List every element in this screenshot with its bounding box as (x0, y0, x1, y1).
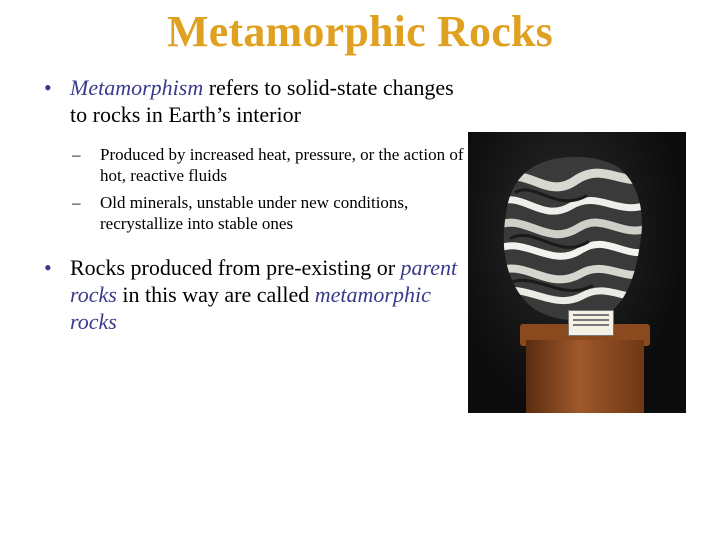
rock-specimen-photo (468, 132, 686, 413)
bullet-rocks-produced (44, 254, 464, 335)
term-metamorphic-rocks: metamorphic rocks (70, 282, 431, 334)
bullet-text: in this way are called (116, 282, 315, 307)
specimen-plaque (568, 310, 614, 336)
wooden-pedestal (526, 340, 644, 413)
term-parent-rocks: parent rocks (70, 255, 458, 307)
dash-symbol: – (72, 193, 81, 212)
banded-rock-specimen (496, 152, 646, 322)
dash-symbol: – (72, 145, 81, 164)
slide-title: Metamorphic Rocks (167, 7, 553, 56)
sub-bullet-text: Produced by increased heat, pressure, or the action of hot, reactive fluids (100, 145, 464, 185)
bullet-symbol: • (44, 75, 52, 100)
bullet-symbol: • (44, 255, 52, 280)
bullet-text: refers to solid-state changes to rocks in Earth’s interior (70, 75, 454, 127)
sub-bullet-recrystallize (44, 192, 464, 234)
bullet-metamorphism (44, 74, 464, 128)
bullet-text: Rocks produced from pre-existing or (70, 255, 401, 280)
sub-bullet-text: Old minerals, unstable under new conditions, recrystallize into stable ones (100, 193, 409, 233)
term-metamorphism: Metamorphism (70, 75, 204, 100)
slide-body (44, 74, 464, 345)
sub-bullet-heat-pressure (44, 144, 464, 186)
